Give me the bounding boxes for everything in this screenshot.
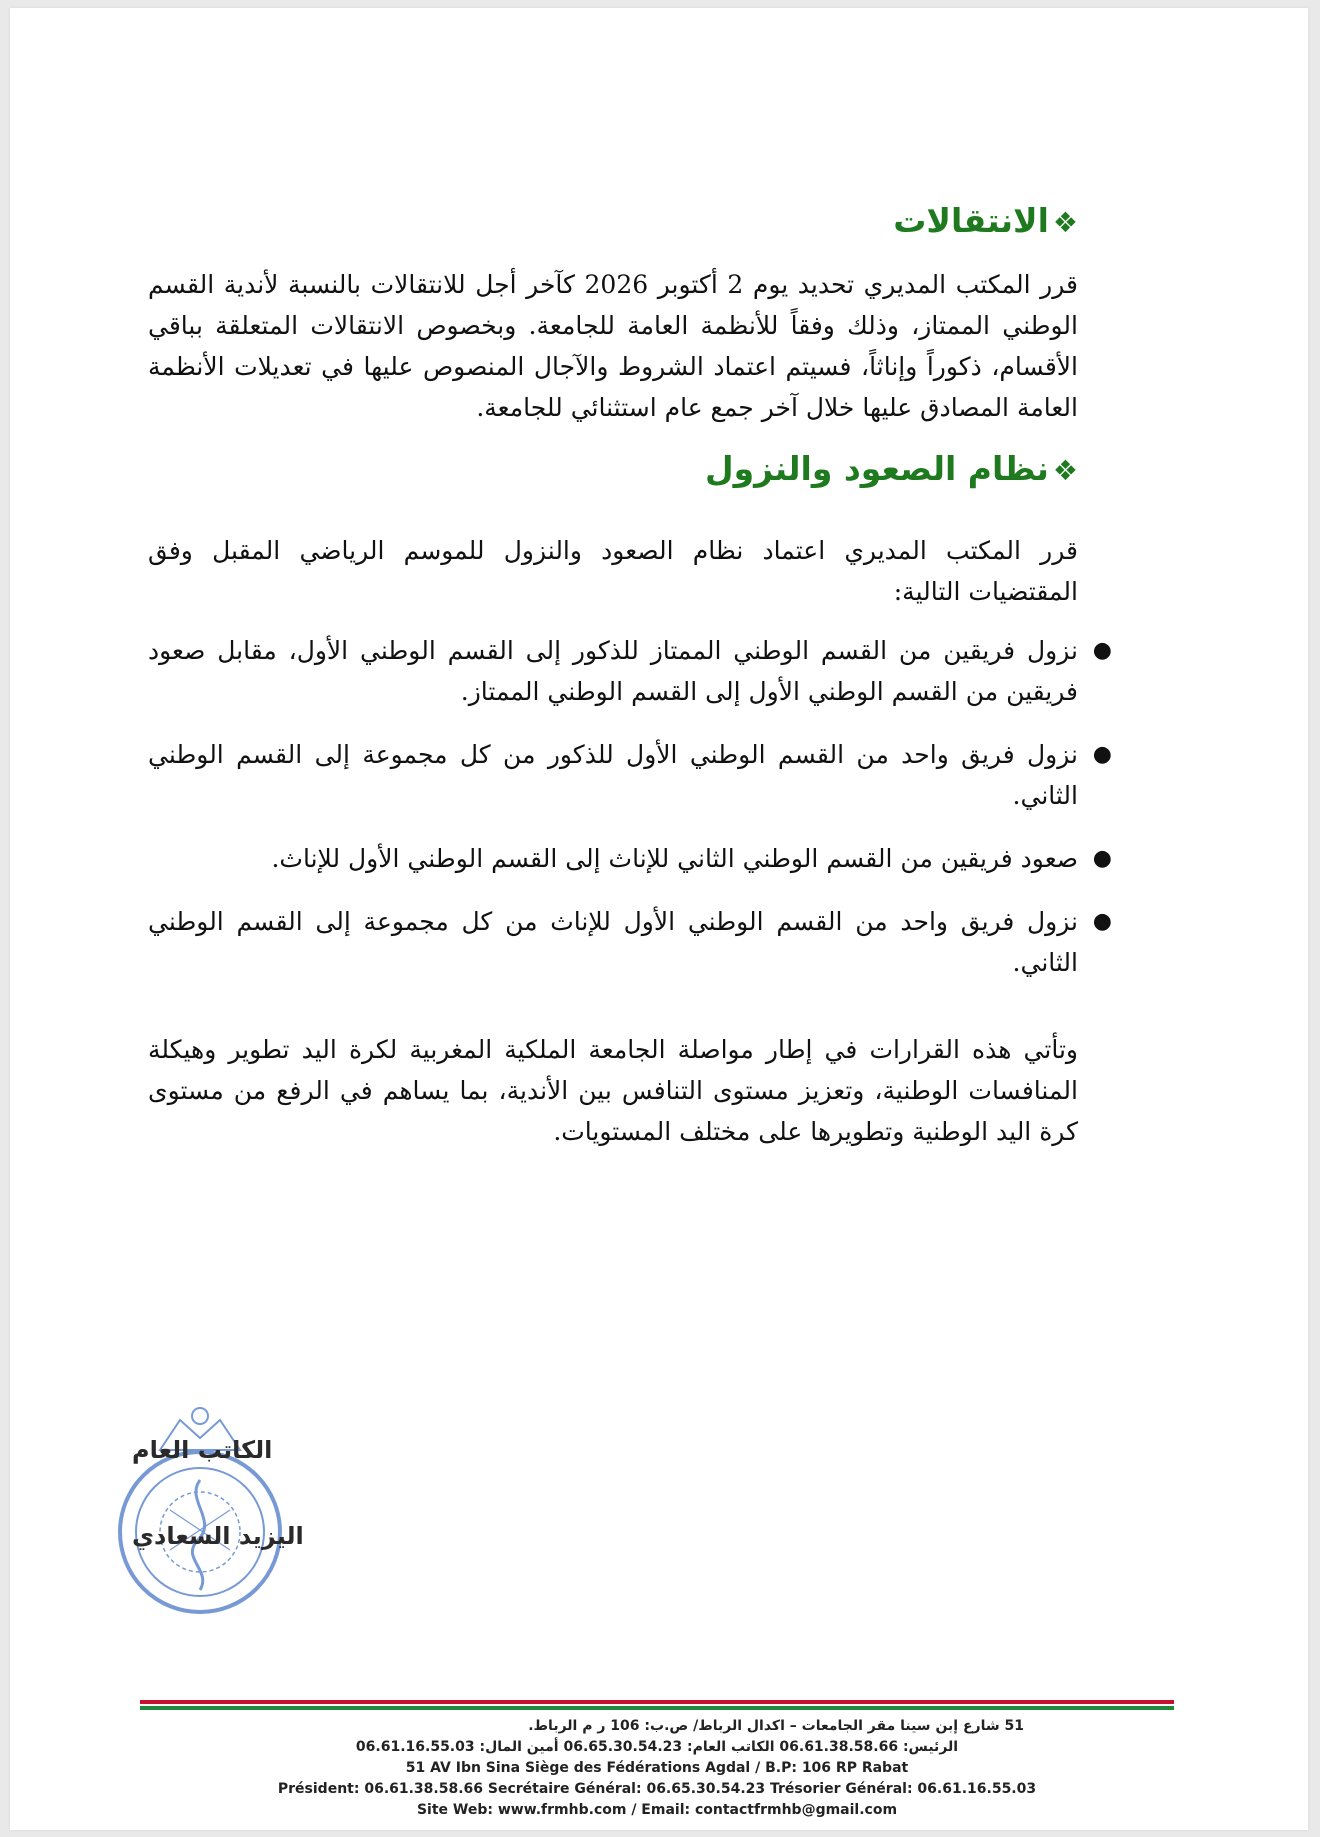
list-item: ● نزول فريق واحد من القسم الوطني الأول للإناث من كل مجموعة إلى القسم الوطني الثاني. xyxy=(148,901,1078,983)
bullet-dot-icon: ● xyxy=(1092,846,1112,871)
bullet-dot-icon: ● xyxy=(1092,909,1112,934)
bullet-dot-icon: ● xyxy=(1092,638,1112,663)
footer-phones-ar: الرئيس: 06.61.38.58.66 الكاتب العام: 06.65.30.54.23 أمين المال: 06.61.16.55.03 xyxy=(355,1739,959,1755)
promotion-rules-list xyxy=(148,630,1112,983)
heading-text: الانتقالات xyxy=(893,201,1049,240)
signature-title: الكاتب العام xyxy=(132,1436,273,1464)
list-item: ● نزول فريق واحد من القسم الوطني الأول للذكور من كل مجموعة إلى القسم الوطني الثاني. xyxy=(148,734,1078,816)
promotion-intro: قرر المكتب المديري اعتماد نظام الصعود والنزول للموسم الرياضي المقبل وفق المقتضيات التالية: xyxy=(148,536,1078,606)
closing-paragraph: وتأتي هذه القرارات في إطار مواصلة الجامعة الملكية المغربية لكرة اليد تطوير وهيكلة المنافسات الوطنية، وتعزيز مستوى التنافس بين الأندية، بما يساهم في الرفع من مستوى كرة اليد الوطنية وتطويرها على مختلف المستويات. xyxy=(148,1035,1078,1146)
official-stamp-icon xyxy=(100,1390,300,1630)
diamond-bullet-icon: ❖ xyxy=(1052,454,1078,487)
section-heading-promotion xyxy=(148,446,1078,494)
footer-contact xyxy=(140,1716,1174,1821)
section-heading-transfers xyxy=(148,198,1078,246)
footer-address-fr: 51 AV Ibn Sina Siège des Fédérations Agdal / B.P: 106 RP Rabat xyxy=(405,1760,909,1776)
heading-text: نظام الصعود والنزول xyxy=(704,449,1049,488)
footer-address-ar: 51 شارع إبن سينا مقر الجامعات – اكدال الرباط/ ص.ب: 106 ر م الرباط. xyxy=(528,1718,1024,1734)
footer-web-email: Site Web: www.frmhb.com / Email: contactfrmhb@gmail.com xyxy=(416,1802,898,1818)
signature-name: اليزيد السعادي xyxy=(132,1522,304,1550)
transfers-paragraph: قرر المكتب المديري تحديد يوم 2 أكتوبر 2026 كآخر أجل للانتقالات بالنسبة لأندية القسم الوطني الممتاز، وذلك وفقاً للأنظمة العامة للجامعة. وبخصوص الانتقالات المتعلقة بباقي الأقسام، ذكوراً وإناثاً، فسيتم اعتماد الشروط والآجال المنصوص عليها في تعديلات الأنظمة العامة المصادق عليها خلال آخر جمع عام استثنائي للجامعة. xyxy=(148,270,1079,422)
footer-phones-fr: Président: 06.61.38.58.66 Secrétaire Général: 06.65.30.54.23 Trésorier Général: 06.61.16.55.03 xyxy=(277,1781,1037,1797)
diamond-bullet-icon: ❖ xyxy=(1052,206,1078,239)
list-item: ● صعود فريقين من القسم الوطني الثاني للإناث إلى القسم الوطني الأول للإناث. xyxy=(148,838,1078,879)
footer-rule-green xyxy=(140,1706,1174,1710)
bullet-dot-icon: ● xyxy=(1092,742,1112,767)
list-item: ● نزول فريقين من القسم الوطني الممتاز للذكور إلى القسم الوطني الأول، مقابل صعود فريقين من القسم الوطني الأول إلى القسم الوطني الممتاز. xyxy=(148,630,1078,712)
document-body xyxy=(148,196,1112,1152)
